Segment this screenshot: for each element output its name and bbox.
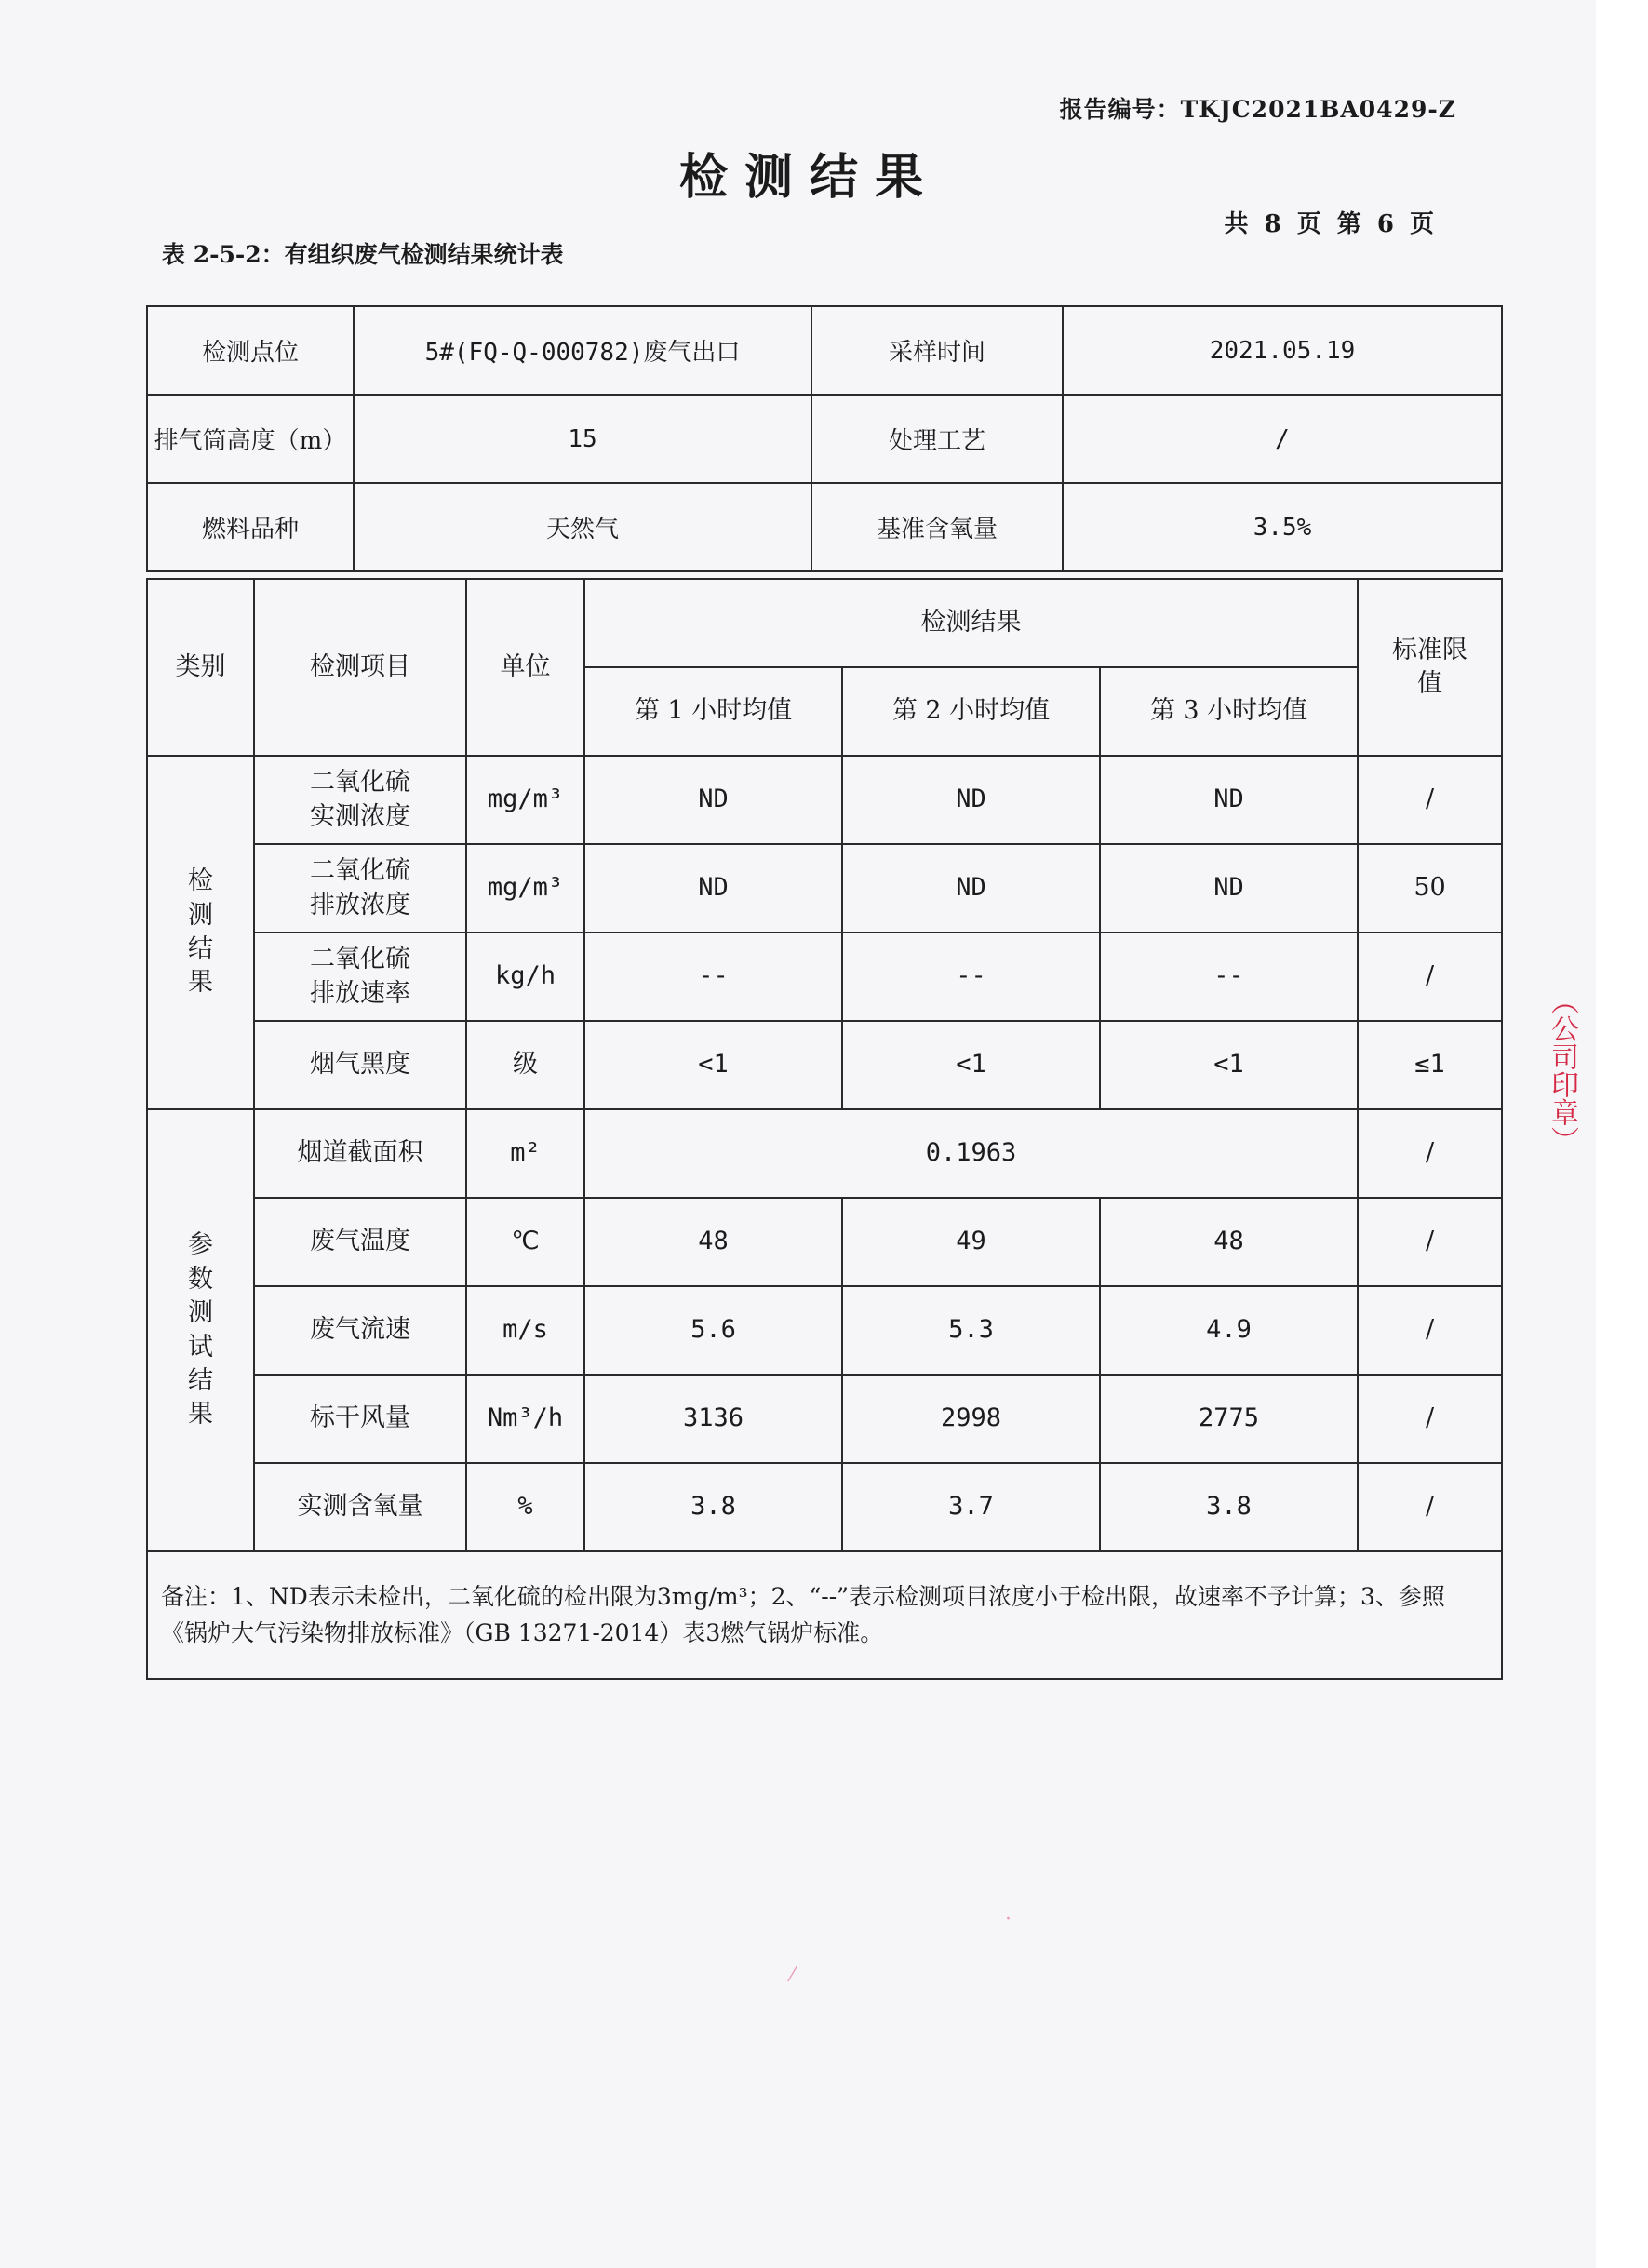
time-value: 2021.05.19 — [1063, 306, 1502, 395]
ink-speck: ⁄ — [791, 1964, 795, 1987]
info-row — [147, 306, 1502, 395]
limit-cell: ≤1 — [1358, 1021, 1502, 1109]
item-cell: 废气温度 — [254, 1198, 466, 1286]
limit-cell: / — [1358, 1109, 1502, 1198]
page-edge — [1596, 0, 1648, 2268]
seal-text: （公司印章） — [1546, 986, 1578, 1154]
header-row — [147, 579, 1502, 667]
hour2-cell: 2998 — [842, 1375, 1100, 1463]
item-cell: 烟道截面积 — [254, 1109, 466, 1198]
table-row — [147, 933, 1502, 1021]
unit-cell: m/s — [466, 1286, 584, 1375]
hour1-cell: <1 — [584, 1021, 842, 1109]
group1-category: 检测结果 — [147, 756, 254, 1109]
category-header: 类别 — [147, 579, 254, 756]
unit-cell: kg/h — [466, 933, 584, 1021]
item-header: 检测项目 — [254, 579, 466, 756]
hour3-cell: 4.9 — [1100, 1286, 1358, 1375]
unit-cell: ℃ — [466, 1198, 584, 1286]
table-caption: 表 2-5-2：有组织废气检测结果统计表 — [162, 241, 564, 268]
report-number: 报告编号：TKJC2021BA0429-Z — [1059, 96, 1456, 123]
hour3-cell: ND — [1100, 756, 1358, 844]
table-row — [147, 756, 1502, 844]
results-table — [146, 578, 1503, 1680]
height-value: 15 — [354, 395, 811, 483]
note-row — [147, 1551, 1502, 1679]
hour3-cell: ND — [1100, 844, 1358, 933]
hour2-header: 第 2 小时均值 — [842, 667, 1100, 756]
unit-cell: m² — [466, 1109, 584, 1198]
hour1-cell: 3.8 — [584, 1463, 842, 1551]
table-row — [147, 1198, 1502, 1286]
limit-cell: / — [1358, 1463, 1502, 1551]
height-label: 排气筒高度（m） — [147, 395, 354, 483]
process-label: 处理工艺 — [811, 395, 1063, 483]
table-row — [147, 1286, 1502, 1375]
oxygen-label: 基准含氧量 — [811, 483, 1063, 571]
process-value: / — [1063, 395, 1502, 483]
hour3-cell: <1 — [1100, 1021, 1358, 1109]
hour1-cell: ND — [584, 844, 842, 933]
unit-header: 单位 — [466, 579, 584, 756]
fuel-value: 天然气 — [354, 483, 811, 571]
results-header: 检测结果 — [584, 579, 1358, 667]
time-label: 采样时间 — [811, 306, 1063, 395]
unit-cell: Nm³/h — [466, 1375, 584, 1463]
group2-category: 参数测试结果 — [147, 1109, 254, 1551]
hour1-cell: 5.6 — [584, 1286, 842, 1375]
unit-cell: % — [466, 1463, 584, 1551]
item-cell: 烟气黑度 — [254, 1021, 466, 1109]
oxygen-value: 3.5% — [1063, 483, 1502, 571]
hour1-header: 第 1 小时均值 — [584, 667, 842, 756]
table-row — [147, 1463, 1502, 1551]
page-info: 共 8 页 第 6 页 — [1224, 210, 1438, 238]
limit-cell: / — [1358, 1198, 1502, 1286]
item-cell: 标干风量 — [254, 1375, 466, 1463]
limit-cell: / — [1358, 933, 1502, 1021]
limit-cell: / — [1358, 756, 1502, 844]
info-table — [146, 305, 1503, 572]
hour2-cell: 3.7 — [842, 1463, 1100, 1551]
unit-cell: mg/m³ — [466, 756, 584, 844]
hour1-cell: 3136 — [584, 1375, 842, 1463]
limit-cell: 50 — [1358, 844, 1502, 933]
table-note: 备注：1、ND表示未检出，二氧化硫的检出限为3mg/m³；2、“--”表示检测项目浓度小于检出限，故速率不予计算；3、参照《锅炉大气污染物排放标准》（GB 13271-2014）表3燃气锅炉标准。 — [147, 1551, 1502, 1679]
table-row — [147, 844, 1502, 933]
limit-cell: / — [1358, 1375, 1502, 1463]
hour3-cell: 48 — [1100, 1198, 1358, 1286]
hour1-cell: 48 — [584, 1198, 842, 1286]
point-label: 检测点位 — [147, 306, 354, 395]
company-seal — [1545, 986, 1601, 1154]
table-row — [147, 1109, 1502, 1198]
hour2-cell: <1 — [842, 1021, 1100, 1109]
info-row — [147, 395, 1502, 483]
hour3-cell: 3.8 — [1100, 1463, 1358, 1551]
unit-cell: 级 — [466, 1021, 584, 1109]
unit-cell: mg/m³ — [466, 844, 584, 933]
item-cell: 二氧化硫排放速率 — [254, 933, 466, 1021]
item-cell: 实测含氧量 — [254, 1463, 466, 1551]
table-row — [147, 1021, 1502, 1109]
hour1-cell: ND — [584, 756, 842, 844]
hour2-cell: 5.3 — [842, 1286, 1100, 1375]
hour1-cell: -- — [584, 933, 842, 1021]
hour2-cell: -- — [842, 933, 1100, 1021]
hour2-cell: ND — [842, 756, 1100, 844]
info-row — [147, 483, 1502, 571]
item-cell: 二氧化硫实测浓度 — [254, 756, 466, 844]
page-title: 检测结果 — [678, 149, 940, 206]
fuel-label: 燃料品种 — [147, 483, 354, 571]
item-cell: 二氧化硫排放浓度 — [254, 844, 466, 933]
hour3-cell: -- — [1100, 933, 1358, 1021]
limit-cell: / — [1358, 1286, 1502, 1375]
table-row — [147, 1375, 1502, 1463]
hour3-header: 第 3 小时均值 — [1100, 667, 1358, 756]
hour2-cell: ND — [842, 844, 1100, 933]
limit-header: 标准限值 — [1358, 579, 1502, 756]
hour3-cell: 2775 — [1100, 1375, 1358, 1463]
item-cell: 废气流速 — [254, 1286, 466, 1375]
area-value-cell: 0.1963 — [584, 1109, 1358, 1198]
hour2-cell: 49 — [842, 1198, 1100, 1286]
point-value: 5#(FQ-Q-000782)废气出口 — [354, 306, 811, 395]
ink-speck: · — [1005, 1908, 1012, 1931]
